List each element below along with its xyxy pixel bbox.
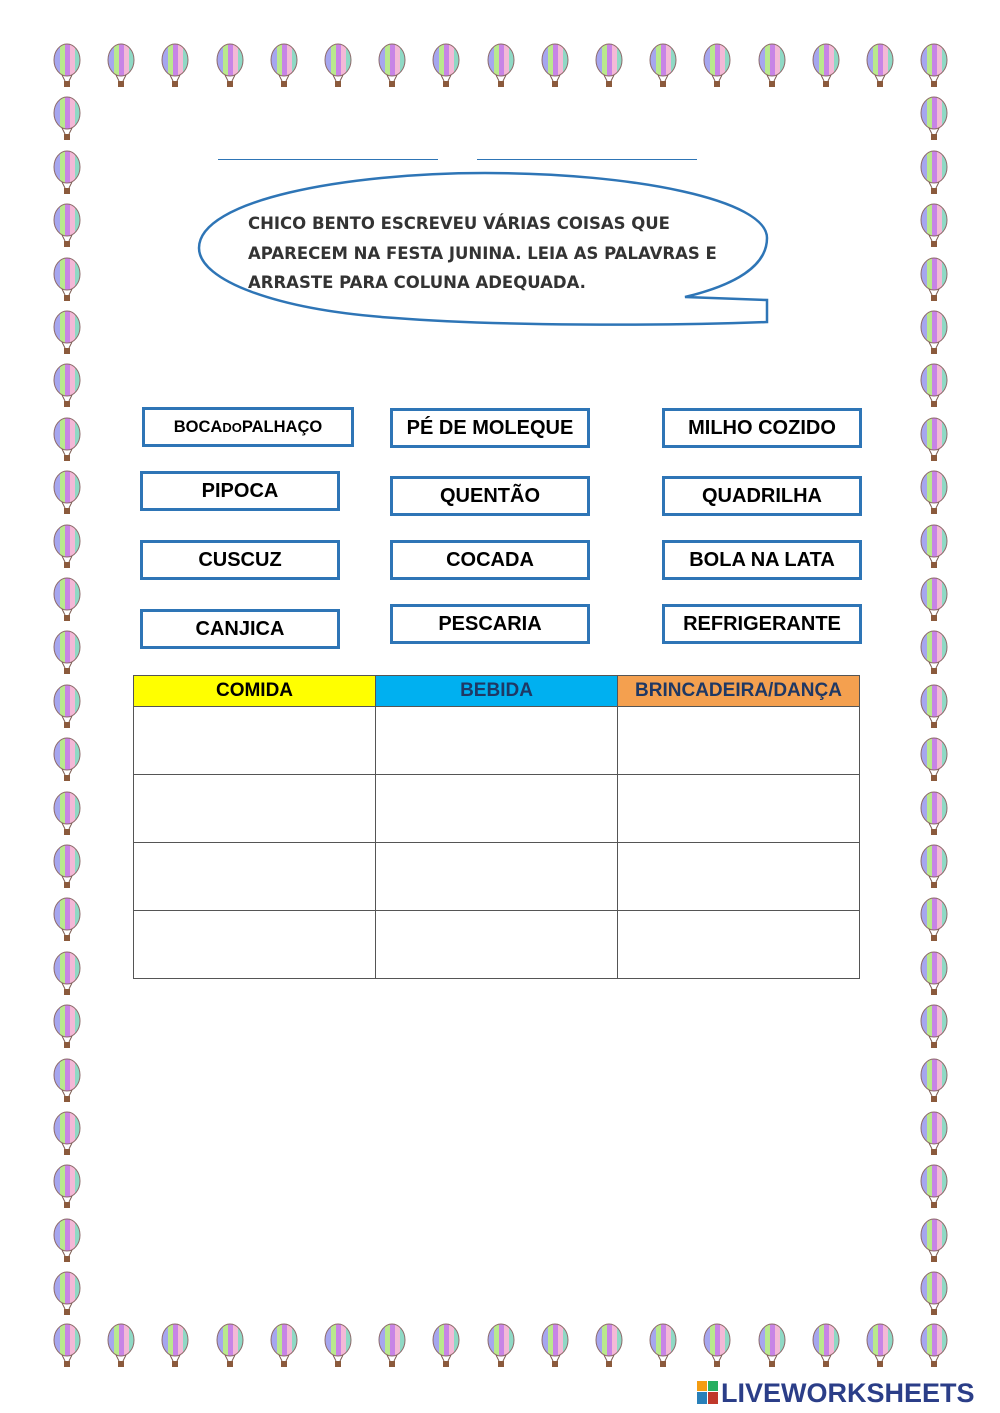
header-bebida: BEBIDA: [376, 676, 618, 707]
hot-air-balloon-icon: [920, 310, 949, 354]
hot-air-balloon-icon: [920, 951, 949, 995]
header-brincadeira: BRINCADEIRA/DANÇA: [618, 676, 860, 707]
table-row: [134, 707, 860, 775]
hot-air-balloon-icon: [920, 470, 949, 514]
hot-air-balloon-icon: [53, 43, 82, 87]
hot-air-balloon-icon: [53, 951, 82, 995]
hot-air-balloon-icon: [324, 43, 353, 87]
header-comida: COMIDA: [134, 676, 376, 707]
word-card-boca-do-palhaco[interactable]: [142, 407, 354, 447]
hot-air-balloon-icon: [53, 203, 82, 247]
word-card-pescaria[interactable]: [390, 604, 590, 644]
hot-air-balloon-icon: [920, 844, 949, 888]
hot-air-balloon-icon: [53, 524, 82, 568]
hot-air-balloon-icon: [161, 43, 190, 87]
hot-air-balloon-icon: [432, 43, 461, 87]
hot-air-balloon-icon: [649, 1323, 678, 1367]
hot-air-balloon-icon: [920, 96, 949, 140]
drop-cell-brincadeira[interactable]: [618, 707, 860, 775]
drop-cell-bebida[interactable]: [376, 707, 618, 775]
hot-air-balloon-icon: [758, 43, 787, 87]
table-row: [134, 843, 860, 911]
hot-air-balloon-icon: [53, 310, 82, 354]
hot-air-balloon-icon: [378, 43, 407, 87]
hot-air-balloon-icon: [920, 577, 949, 621]
hot-air-balloon-icon: [920, 150, 949, 194]
hot-air-balloon-icon: [920, 737, 949, 781]
word-text: COCADA: [446, 548, 534, 571]
hot-air-balloon-icon: [920, 1111, 949, 1155]
hot-air-balloon-icon: [812, 43, 841, 87]
hot-air-balloon-icon: [53, 257, 82, 301]
word-card-bola-na-lata[interactable]: [662, 540, 862, 580]
hot-air-balloon-icon: [920, 1058, 949, 1102]
hot-air-balloon-icon: [216, 1323, 245, 1367]
word-text: REFRIGERANTE: [683, 612, 841, 635]
word-text: PIPOCA: [201, 479, 279, 502]
liveworksheets-brand[interactable]: [697, 1378, 975, 1408]
hot-air-balloon-icon: [920, 417, 949, 461]
hot-air-balloon-icon: [53, 577, 82, 621]
hot-air-balloon-icon: [866, 1323, 895, 1367]
word-card-milho-cozido[interactable]: [662, 408, 862, 448]
hot-air-balloon-icon: [920, 524, 949, 568]
hot-air-balloon-icon: [53, 844, 82, 888]
brand-text: LIVEWORKSHEETS: [721, 1377, 975, 1408]
hot-air-balloon-icon: [703, 43, 732, 87]
hot-air-balloon-icon: [812, 1323, 841, 1367]
word-card-pipoca[interactable]: [140, 471, 340, 511]
hot-air-balloon-icon: [53, 150, 82, 194]
hot-air-balloon-icon: [920, 43, 949, 87]
word-card-cocada[interactable]: [390, 540, 590, 580]
word-text: PESCARIA: [438, 612, 542, 635]
hot-air-balloon-icon: [649, 43, 678, 87]
drop-cell-brincadeira[interactable]: [618, 775, 860, 843]
hot-air-balloon-icon: [53, 791, 82, 835]
hot-air-balloon-icon: [53, 1058, 82, 1102]
hot-air-balloon-icon: [161, 1323, 190, 1367]
name-line-1: [218, 159, 438, 160]
hot-air-balloon-icon: [53, 1111, 82, 1155]
hot-air-balloon-icon: [216, 43, 245, 87]
hot-air-balloon-icon: [53, 470, 82, 514]
hot-air-balloon-icon: [866, 43, 895, 87]
word-text: CANJICA: [195, 617, 285, 640]
hot-air-balloon-icon: [595, 1323, 624, 1367]
word-card-cuscuz[interactable]: [140, 540, 340, 580]
hot-air-balloon-icon: [53, 1271, 82, 1315]
drop-cell-comida[interactable]: [134, 775, 376, 843]
hot-air-balloon-icon: [107, 1323, 136, 1367]
drop-cell-comida[interactable]: [134, 911, 376, 979]
hot-air-balloon-icon: [920, 897, 949, 941]
word-text: QUADRILHA: [702, 484, 822, 507]
hot-air-balloon-icon: [487, 1323, 516, 1367]
hot-air-balloon-icon: [270, 43, 299, 87]
word-card-canjica[interactable]: [140, 609, 340, 649]
word-text: CUSCUZ: [198, 548, 282, 571]
word-text: QUENTÃO: [440, 484, 540, 507]
hot-air-balloon-icon: [53, 1164, 82, 1208]
hot-air-balloon-icon: [53, 96, 82, 140]
word-text: DO: [222, 419, 242, 435]
hot-air-balloon-icon: [324, 1323, 353, 1367]
hot-air-balloon-icon: [378, 1323, 407, 1367]
hot-air-balloon-icon: [920, 1164, 949, 1208]
word-text: PÉ DE MOLEQUE: [406, 416, 574, 439]
drop-cell-brincadeira[interactable]: [618, 843, 860, 911]
word-text: BOLA NA LATA: [689, 548, 835, 571]
word-text: BOCA: [173, 417, 223, 436]
hot-air-balloon-icon: [920, 1271, 949, 1315]
hot-air-balloon-icon: [53, 1323, 82, 1367]
hot-air-balloon-icon: [53, 1004, 82, 1048]
drop-cell-bebida[interactable]: [376, 775, 618, 843]
hot-air-balloon-icon: [703, 1323, 732, 1367]
name-line-2: [477, 159, 697, 160]
table-row: [134, 775, 860, 843]
hot-air-balloon-icon: [920, 1004, 949, 1048]
hot-air-balloon-icon: [487, 43, 516, 87]
hot-air-balloon-icon: [53, 737, 82, 781]
hot-air-balloon-icon: [53, 630, 82, 674]
drop-cell-bebida[interactable]: [376, 843, 618, 911]
hot-air-balloon-icon: [595, 43, 624, 87]
table-header-row: [134, 676, 860, 707]
drop-cell-comida[interactable]: [134, 843, 376, 911]
drop-cell-brincadeira[interactable]: [618, 911, 860, 979]
drop-cell-comida[interactable]: [134, 707, 376, 775]
hot-air-balloon-icon: [53, 897, 82, 941]
hot-air-balloon-icon: [53, 417, 82, 461]
hot-air-balloon-icon: [53, 363, 82, 407]
hot-air-balloon-icon: [920, 1218, 949, 1262]
word-text: PALHAÇO: [241, 417, 323, 436]
hot-air-balloon-icon: [53, 1218, 82, 1262]
hot-air-balloon-icon: [920, 684, 949, 728]
word-card-refrigerante[interactable]: [662, 604, 862, 644]
hot-air-balloon-icon: [541, 1323, 570, 1367]
hot-air-balloon-icon: [920, 257, 949, 301]
hot-air-balloon-icon: [920, 1323, 949, 1367]
word-text: MILHO COZIDO: [688, 416, 836, 439]
hot-air-balloon-icon: [53, 684, 82, 728]
hot-air-balloon-icon: [920, 630, 949, 674]
word-card-pe-de-moleque[interactable]: [390, 408, 590, 448]
table-row: [134, 911, 860, 979]
instruction-text: CHICO BENTO ESCREVEU VÁRIAS COISAS QUE APARECEM NA FESTA JUNINA. LEIA AS PALAVRAS E ARRASTE PARA COLUNA ADEQUADA.: [248, 214, 717, 292]
hot-air-balloon-icon: [920, 791, 949, 835]
liveworksheets-logo-icon: [697, 1381, 719, 1405]
hot-air-balloon-icon: [107, 43, 136, 87]
word-card-quentao[interactable]: [390, 476, 590, 516]
word-card-quadrilha[interactable]: [662, 476, 862, 516]
hot-air-balloon-icon: [758, 1323, 787, 1367]
answer-table: [133, 675, 860, 979]
hot-air-balloon-icon: [432, 1323, 461, 1367]
hot-air-balloon-icon: [541, 43, 570, 87]
drop-cell-bebida[interactable]: [376, 911, 618, 979]
hot-air-balloon-icon: [920, 203, 949, 247]
hot-air-balloon-icon: [270, 1323, 299, 1367]
hot-air-balloon-icon: [920, 363, 949, 407]
